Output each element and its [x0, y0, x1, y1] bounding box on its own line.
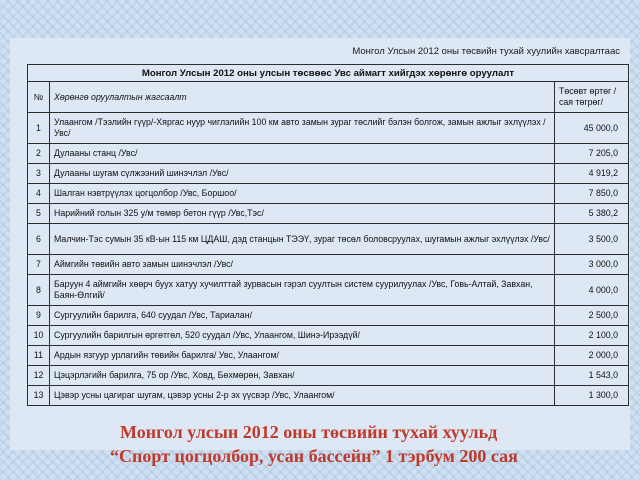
row-amount: 2 500,0 [555, 306, 629, 326]
row-number: 6 [28, 224, 50, 255]
row-number: 13 [28, 386, 50, 406]
row-name: Цэвэр усны цагираг шугам, цэвэр усны 2-р эх үүсвэр /Увс, Улаангом/ [50, 386, 555, 406]
row-name: Дулааны станц /Увс/ [50, 144, 555, 164]
document-header: Монгол Улсын 2012 оны төсвийн тухай хуулийн хавсралтаас [352, 46, 620, 57]
table-body [28, 113, 629, 406]
row-number: 9 [28, 306, 50, 326]
row-name: Улаангом /Тээлийн гүүр/-Хяргас нуур чиглэлийн 100 км авто замын зураг төслийг бэлэн болгож, замын ажлыг эхлүүлэх /Увс/ [50, 113, 555, 144]
row-amount: 3 000,0 [555, 255, 629, 275]
row-number: 4 [28, 184, 50, 204]
row-number: 7 [28, 255, 50, 275]
column-header-num: № [28, 82, 50, 113]
table-row [28, 255, 629, 275]
row-number: 3 [28, 164, 50, 184]
row-number: 10 [28, 326, 50, 346]
row-name: Сургуулийн барилга, 640 суудал /Увс, Тариалан/ [50, 306, 555, 326]
table-row [28, 366, 629, 386]
investment-table [27, 64, 629, 406]
table-row [28, 306, 629, 326]
row-amount: 3 500,0 [555, 224, 629, 255]
row-amount: 7 205,0 [555, 144, 629, 164]
column-header-budget: Төсөвт өртөг /сая төгрөг/ [555, 82, 629, 113]
row-amount: 2 100,0 [555, 326, 629, 346]
row-number: 8 [28, 275, 50, 306]
table-row [28, 326, 629, 346]
table-title: Монгол Улсын 2012 оны улсын төсвөөс Увс аймагт хийгдэх хөрөнгө оруулалт [28, 65, 629, 82]
row-number: 1 [28, 113, 50, 144]
row-name: Малчин-Тэс сумын 35 кВ-ын 115 км ЦДАШ, дэд станцын ТЭЭҮ, зураг төсөл боловсруулах, шугамын ажлыг эхлүүлэх /Увс/ [50, 224, 555, 255]
table-row [28, 275, 629, 306]
row-name: Ардын язгуур урлагийн төвийн барилга/ Увс, Улаангом/ [50, 346, 555, 366]
table-row [28, 184, 629, 204]
row-amount: 4 919,2 [555, 164, 629, 184]
table-row [28, 204, 629, 224]
row-name: Шалган нэвтрүүлэх цогцолбор /Увс, Боршоо/ [50, 184, 555, 204]
table-row [28, 164, 629, 184]
row-name: Цэцэрлэгийн барилга, 75 ор /Увс, Ховд, Бөхмөрөн, Завхан/ [50, 366, 555, 386]
row-number: 12 [28, 366, 50, 386]
table-row [28, 113, 629, 144]
overlay-line-1: Монгол улсын 2012 оны төсвийн тухай хуульд [120, 422, 498, 442]
row-amount: 4 000,0 [555, 275, 629, 306]
overlay-line-2: “Спорт цогцолбор, усан бассейн” 1 тэрбум 200 сая [110, 446, 518, 466]
row-number: 2 [28, 144, 50, 164]
row-amount: 7 850,0 [555, 184, 629, 204]
row-number: 5 [28, 204, 50, 224]
table-row [28, 144, 629, 164]
table-row [28, 346, 629, 366]
table-row [28, 224, 629, 255]
row-amount: 5 380,2 [555, 204, 629, 224]
row-amount: 2 000,0 [555, 346, 629, 366]
row-name: Дулааны шугам сүлжээний шинэчлэл /Увс/ [50, 164, 555, 184]
column-header-name: Хөрөнгө оруулалтын жагсаалт [50, 82, 555, 113]
row-amount: 45 000,0 [555, 113, 629, 144]
row-name: Баруун 4 аймгийн хөөрч буух хатуу хучилттай зурвасын гэрэл суултын систем суурилуулах /Увс, Говь-Алтай, Завхан, Баян-Өлгий/ [50, 275, 555, 306]
row-number: 11 [28, 346, 50, 366]
row-name: Нарийний голын 325 у/м төмөр бетон гүүр /Увс,Тэс/ [50, 204, 555, 224]
row-amount: 1 300,0 [555, 386, 629, 406]
row-name: Сургуулийн барилгын өргөтгөл, 520 суудал /Увс, Улаангом, Шинэ-Ирээдүй/ [50, 326, 555, 346]
table-row [28, 386, 629, 406]
row-name: Аймгийн төвийн авто замын шинэчлэл /Увс/ [50, 255, 555, 275]
row-amount: 1 543,0 [555, 366, 629, 386]
